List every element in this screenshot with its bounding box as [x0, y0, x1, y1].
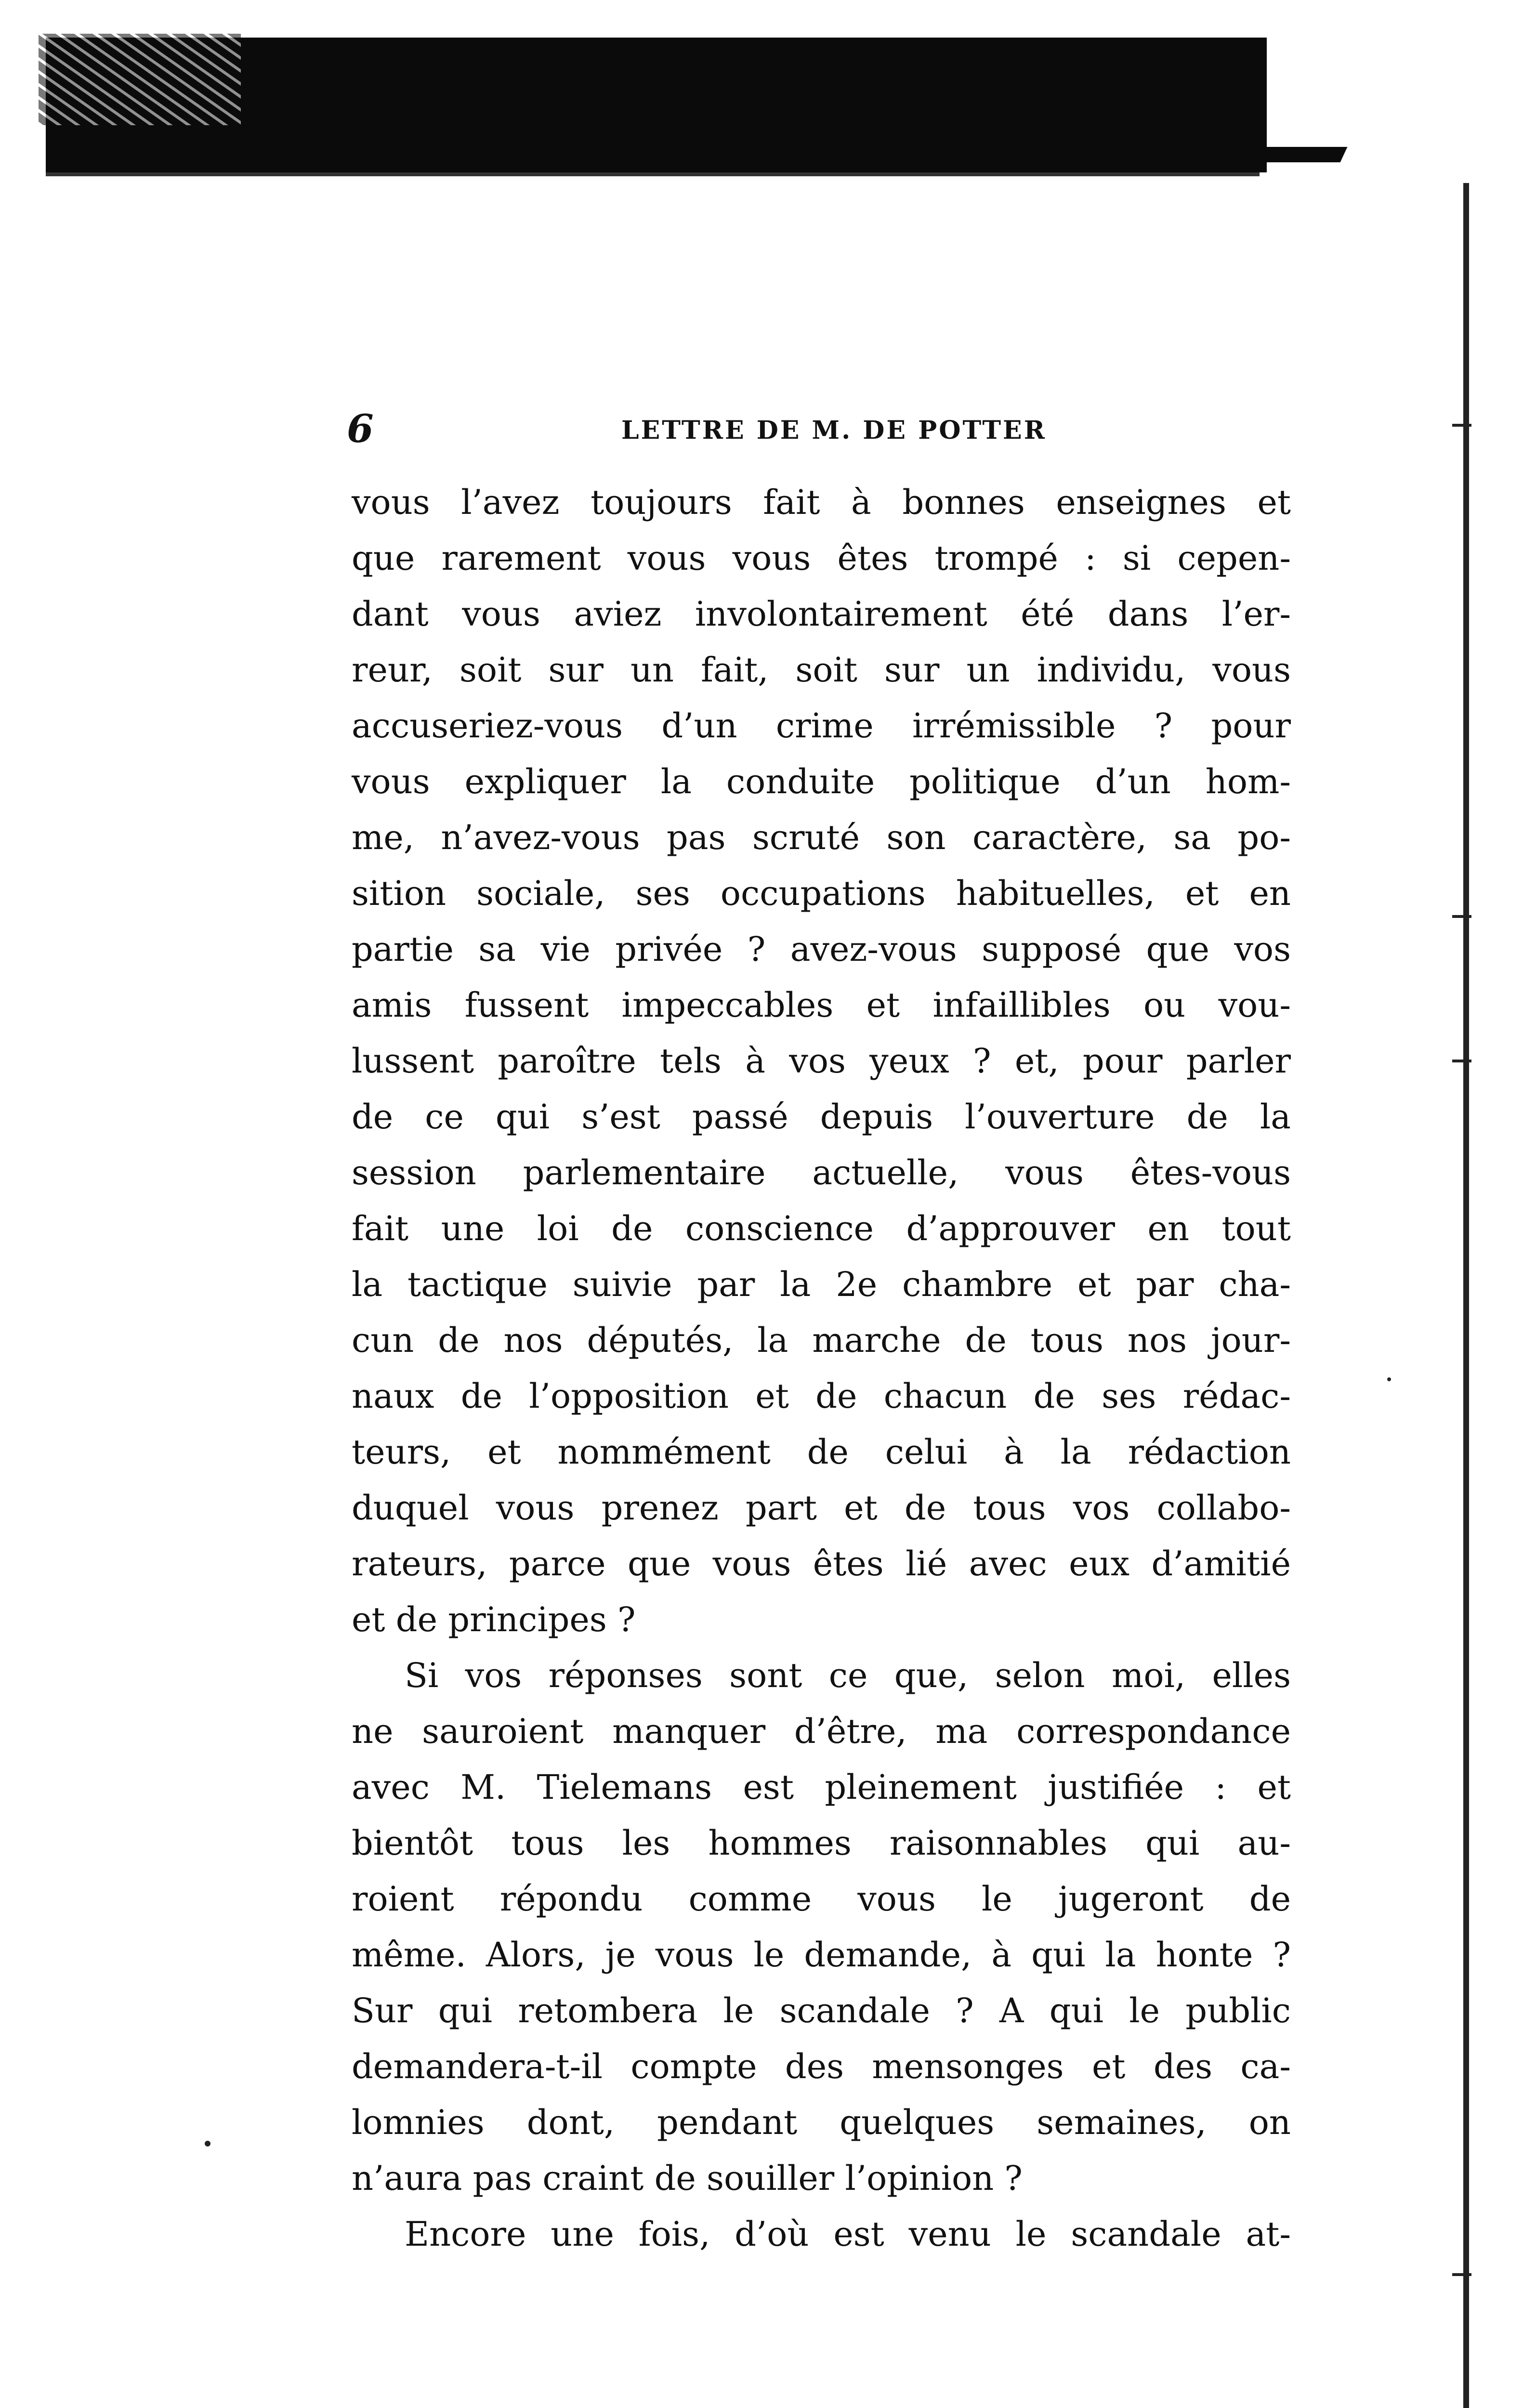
text-line: cun de nos députés, la marche de tous nos jour- [352, 1321, 1291, 1360]
text-line: bientôt tous les hommes raisonnables qui au- [352, 1823, 1291, 1863]
text-line: amis fussent impeccables et infaillibles ou vou- [352, 985, 1291, 1025]
scan-dark-tail [1249, 147, 1348, 162]
scan-speck [1387, 1377, 1391, 1381]
text-line: n’aura pas craint de souiller l’opinion ? [352, 2159, 1023, 2198]
text-line: vous expliquer la conduite politique d’un hom- [352, 762, 1291, 801]
text-line: roient répondu comme vous le jugeront de [352, 1879, 1291, 1919]
body-text [352, 474, 1291, 2262]
text-line: lomnies dont, pendant quelques semaines, on [352, 2103, 1291, 2142]
text-line: avec M. Tielemans est pleinement justifiée : et [352, 1767, 1291, 1807]
text-line: reur, soit sur un fait, soit sur un individu, vous [352, 650, 1291, 690]
binding-mark [1452, 1060, 1471, 1062]
text-line: et de principes ? [352, 1600, 636, 1639]
binding-mark [1452, 2273, 1471, 2276]
text-line: Si vos réponses sont ce que, selon moi, elles [405, 1656, 1291, 1695]
text-line: que rarement vous vous êtes trompé : si cepen- [352, 538, 1291, 578]
text-line: sition sociale, ses occupations habituelles, et en [352, 874, 1291, 913]
text-line: dant vous aviez involontairement été dans l’er- [352, 594, 1291, 634]
text-line: teurs, et nommément de celui à la rédaction [352, 1432, 1291, 1472]
scan-speck [205, 2141, 210, 2146]
binding-mark [1452, 915, 1471, 918]
text-line: session parlementaire actuelle, vous êtes-vous [352, 1153, 1291, 1192]
text-line: Sur qui retombera le scandale ? A qui le public [352, 1991, 1291, 2030]
text-line: demandera-t-il compte des mensonges et des ca- [352, 2047, 1291, 2086]
text-line: naux de l’opposition et de chacun de ses rédac- [352, 1376, 1291, 1416]
scan-bar-edge [46, 172, 1260, 176]
page-binding-edge [1463, 183, 1469, 2408]
paragraph [352, 1648, 1291, 2206]
page-number: 6 [347, 406, 374, 451]
text-line: vous l’avez toujours fait à bonnes enseignes et [352, 483, 1291, 522]
text-line: de ce qui s’est passé depuis l’ouverture de la [352, 1097, 1291, 1137]
running-head: LETTRE DE M. DE POTTER [621, 416, 1047, 445]
text-line: même. Alors, je vous le demande, à qui la honte ? [352, 1935, 1291, 1975]
paragraph [352, 2206, 1291, 2262]
text-line: accuseriez-vous d’un crime irrémissible ? pour [352, 706, 1291, 746]
text-line: ne sauroient manquer d’être, ma correspondance [352, 1712, 1291, 1751]
text-line: fait une loi de conscience d’approuver en tout [352, 1209, 1291, 1248]
text-line: partie sa vie privée ? avez-vous supposé que vos [352, 929, 1291, 969]
text-line: rateurs, parce que vous êtes lié avec eux d’amitié [352, 1544, 1291, 1584]
scan-noise [39, 34, 241, 125]
text-line: lussent paroître tels à vos yeux ? et, pour parler [352, 1041, 1291, 1081]
text-line: duquel vous prenez part et de tous vos collabo- [352, 1488, 1291, 1528]
text-line: me, n’avez-vous pas scruté son caractère, sa po- [352, 818, 1291, 857]
binding-mark [1452, 424, 1471, 427]
text-line: la tactique suivie par la 2e chambre et par cha- [352, 1265, 1291, 1304]
text-line: Encore une fois, d’où est venu le scandale at- [405, 2214, 1291, 2254]
paragraph [352, 474, 1291, 1648]
